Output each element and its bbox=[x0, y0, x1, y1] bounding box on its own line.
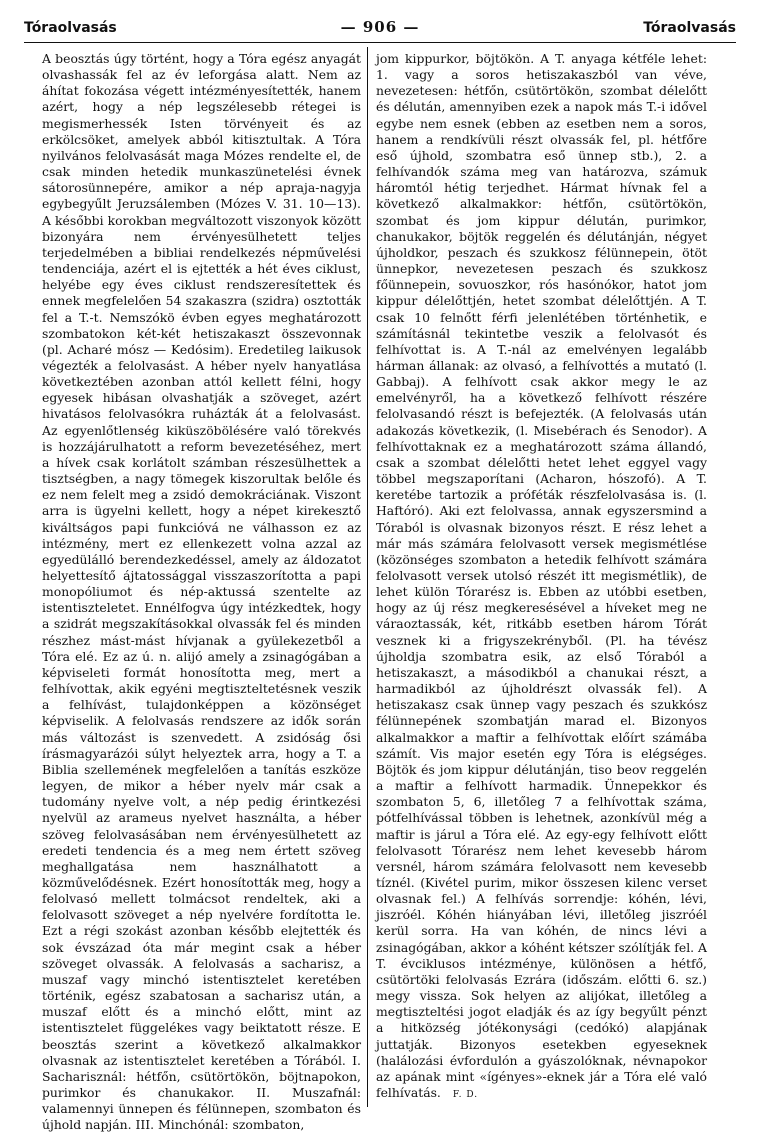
page-number: — 906 — bbox=[340, 18, 420, 36]
left-column-text: A beosztás úgy történt, hogy a Tóra egész anyagát olvashassák fel az év leforgása alatt. Nem az áhítat fokozása végett intézményesítették, hanem azért, hogy a nép legszélesebb rétegei is megismerhessék Isten törvényeit és az erkölcsöket, amelyek abból kitisztultak. A Tóra nyilvános felolvasását maga Mózes rendelte el, de csak minden hetedik munkaszünetelési évnek sátorosünnepére, amikor a nép apraja-nagyja egybegyűlt Jeruzsálemben (Mózes V. 31. 10—13). A későbbi korokban megváltozott viszonyok között bizonyára nem érvényesülhetett teljes terjedelmében a bibliai rendelkezés népművelési tendenciája, azért el is ejtették a hét éves ciklust, helyébe egy éves ciklust rendszeresítettek és ennek megfelelően 54 szakaszra (szidra) osztották fel a T.-t. Nemszókö évben egyes meghatározott szombatokon két-két hetiszakaszt összevonnak (pl. Acharé mósz — Kedósim). Eredetileg laikusok végezték a felolvasást. A héber nyelv hanyatlása következtében azonban attól kellett félni, hogy egyesek hibásan olvashatják a szöveget, azért hivatásos felolvasókra ruházták át a felolvasást. Az egyenlőtlenség kiküszöbölésére való törekvés is hozzájárulhatott a reform bevezetéséhez, mert a hívek csak korlátolt számban részesülhettek a tisztségben, a nagy tömegek kiszorultak belőle és ez nem felelt meg a zsidó demokráciának. Viszont arra is ügyelni kellett, hogy a népet kirekesztő kiváltságos papi funkcióvá ne válhasson ez az intézmény, mert ez ellenkezett volna azzal az egyedülálló berendezkedéssel, amely az áldozatot helyettesítő ájtatossággal visszaszorította a papi monopóliumot és nép-aktussá szentelte az istentiszteletet. Ennélfogva úgy intézkedtek, hogy a szidrát megszakításokkal olvassák fel és minden részhez mást-mást hívjanak a gyülekezetből a Tóra elé. Ez az ú. n. alijó amely a zsinagógában a képviseleti formát honosította meg, mert a felhívottak, akik egyéni megtiszteltetésnek veszik a felhívást, tulajdonképpen a közönséget képviselik. A felolvasás rendszere az idők során más változást is szenvedett. A zsidóság ősi írásmagyarázói súlyt helyeztek arra, hogy a T. a Biblia szellemének megfelelően a tanítás eszköze legyen, de mikor a héber nyelv már csak a tudomány nyelve volt, a nép pedig érintkezési nyelvül az arameus nyelvet használta, a héber szöveg felolvasásában nem érvényesülhetett az eredeti tendencia és a meg nem értett szöveg meghallgatása nem használhatott a közművelődésnek. Ezért honosították meg, hogy a felolvasó mellett tolmácsot rendeltek, aki a felolvasott szöveget a nép nyelvére fordította le. Ezt a régi szokást azonban később elejtették és sok évszázad óta már megint csak a héber szöveget olvassák. A felolvasás a sacharisz, a muszaf vagy minchó istentisztelet keretében történik, egész szabatosan a sacharisz után, a muszaf előtt és a minchó előtt, mint az istentisztelet függelékes vagy beiktatott része. E beosztás szerint a következő alkalmakkor olvasnak az istentisztelet keretében a Tórából. I. Sacharisznál: hétfőn, csütörtökön, böjtnapokon, purimkor és chanukakor. II. Muszafnál: valamennyi ünnepen és félünnepen, szombaton és újhold napján. III. Minchónál: szombaton, bbox=[42, 51, 361, 1133]
text-columns bbox=[24, 47, 736, 1133]
running-head-left: Tóraolvasás bbox=[24, 20, 117, 36]
running-head-right: Tóraolvasás bbox=[643, 20, 736, 36]
running-header bbox=[24, 18, 736, 38]
right-column-text bbox=[376, 51, 707, 1103]
author-signature: F. D. bbox=[452, 1090, 479, 1100]
right-column bbox=[368, 47, 711, 1133]
left-column bbox=[24, 47, 367, 1133]
right-column-body: jom kippurkor, böjtökön. A T. anyaga kétféle lehet: 1. vagy a soros hetiszakaszból van véve, nevezetesen: hétfőn, csütörtökön, szombat délelőtt és délután, amennyiben ezek a napok más T.-i idővel egybe nem esnek (ebben az esetben nem a soros, hanem a rendkívüli részt olvassák fel, pl. hétfőre eső újhold, szombatra eső ünnep stb.), 2. a felhívandók száma meg van határozva, számuk háromtól hétig terjedhet. Hármat hívnak fel a következő alkalmakkor: hétfőn, csütörtökön, szombat és jom kippur délután, purimkor, chanukakor, böjtök reggelén és délutánján, négyet újholdkor, peszach és szukkosz félünnepein, ötöt ünnepkor, nevezetesen peszach és szukkosz főünnepein, sovuoszkor, rós hasónókor, hatot jom kippur délelőttjén, hetet szombat délelőttjén. A T. csak 10 felnőtt férfi jelenlétében történhetik, e számításnál tekintetbe veszik a felolvasót és felhívottat is. A T.-nál az emelvényen legalább hárman állanak: az olvasó, a felhívottés a mutató (l. Gabbaj). A felhívott csak akkor megy le az emelvényről, ha a következő felhívott részére felolvasandó részt is befejezték. (A felolvasás után adakozás következik, (l. Misebérach és Senodor). A felhívottaknak ez a meghatározott száma állandó, csak a szombat délelőtti hetet lehet eggyel vagy többel megszaporítani (Acharon, hószofó). A T. keretébe tartozik a próféták részfelolvasása is. (l. Haftóró). Aki ezt felolvassa, annak egyszersmind a Tóraból is olvasnak bizonyos részt. E rész lehet a már más számára felolvasott versek megismétlése (közönséges szombaton a hetedik felhívott számára felolvasott versek utolsó részét itt megismétlik), de lehet külön Tórarész is. Ebben az utóbbi esetben, hogy az új rész megkeresésével a híveket meg ne váraoztassák, két, ritkább esetben három Tórát vesznek ki a frigyszekrényből. (Pl. ha tévész újholdja szombatra esik, az első Tóraból a hetiszakaszt, a másodikból a chanukai részt, a harmadikból az újholdrészt olvassák fel). A hetiszakasz csak ünnep vagy peszach és szukkósz félünnepének szombatján marad el. Bizonyos alkalmakkor a maftir a felhívottak előírt számába számít. Vis major esetén egy Tóra is elégséges. Böjtök és jom kippur délutánján, tiso beov reggelén a maftir a felhívott harmadik. Ünnepekkor és szombaton 5, 6, illetőleg 7 a felhívottak száma, pótfelhívással többen is lehetnek, azonkívül még a maftir is járul a Tóra elé. Az egy-egy felhívott előtt felolvasott Tórarész nem lehet kevesebb három versnél, három számára felolvasott nem kevesebb tíznél. (Kivétel purim, mikor összesen kilenc verset olvasnak fel.) A felhívás sorrendje: kóhén, lévi, jiszróél. Kóhén hiányában lévi, illetőleg jiszróél kerül sorra. Ha van kóhén, de nincs lévi a zsinagógában, akkor a kóhént kétszer szólítják fel. A T. évciklusos intézménye, különösen a hétfő, csütörtöki felolvasás Ezrára (időszám. előtti 6. sz.) megy vissza. Sok helyen az alijókat, illetőleg a megtiszteltési jogot eladják és az így begyűlt pénzt a hitközség jótékonysági (cedókó) alapjának juttatják. Bizonyos esetekben egyeseknek (halálozási évfordulón a gyászolóknak, névnapokor az apának mint «ígényes»-eknek jár a Tóra elé való felhívatás. bbox=[376, 51, 707, 1100]
header-rule bbox=[24, 42, 736, 43]
